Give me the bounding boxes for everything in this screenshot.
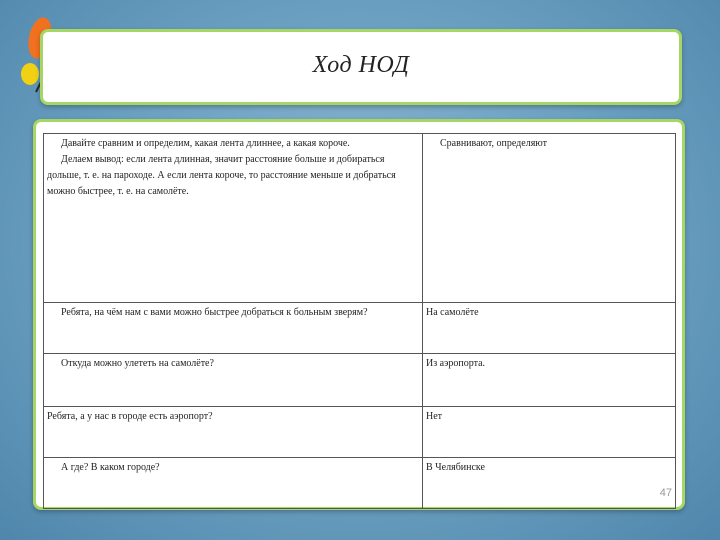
children-text: На самолёте [426, 307, 479, 318]
table-row [44, 303, 676, 354]
children-cell [423, 354, 676, 407]
children-cell [423, 134, 676, 303]
table-row [44, 458, 676, 509]
lesson-table [43, 133, 676, 509]
children-text: Сравнивают, определяют [440, 138, 548, 149]
slide-title: Ход НОД [312, 52, 410, 78]
children-text: В Челябинске [426, 462, 485, 473]
content-panel [33, 119, 685, 510]
teacher-text: А где? В каком городе? [61, 462, 160, 473]
table-row [44, 407, 676, 458]
teacher-cell [44, 407, 423, 458]
title-panel [40, 29, 682, 105]
teacher-text: Ребята, на чём нам с вами можно быстрее добраться к больным зверям? [61, 307, 368, 318]
children-text: Нет [426, 411, 443, 422]
teacher-cell [44, 458, 423, 509]
teacher-text: Давайте сравним и определим, какая лента длиннее, а какая короче. [61, 138, 350, 149]
children-cell [423, 458, 676, 509]
children-text: Из аэропорта. [426, 358, 486, 369]
table-row [44, 134, 676, 303]
teacher-cell [44, 134, 423, 303]
page-number: 47 [659, 487, 672, 499]
teacher-text: Ребята, а у нас в городе есть аэропорт? [47, 411, 213, 422]
children-cell [423, 407, 676, 458]
teacher-cell [44, 354, 423, 407]
teacher-text: Откуда можно улететь на самолёте? [61, 358, 214, 369]
table-row [44, 354, 676, 407]
teacher-text: Делаем вывод: если лента длинная, значит расстояние больше и добираться дольше, т. е. на пароходе. А если лента короче, то расстояние меньше и добраться можно быстрее, т. е. на самолёте. [47, 154, 396, 197]
children-cell [423, 303, 676, 354]
teacher-cell [44, 303, 423, 354]
